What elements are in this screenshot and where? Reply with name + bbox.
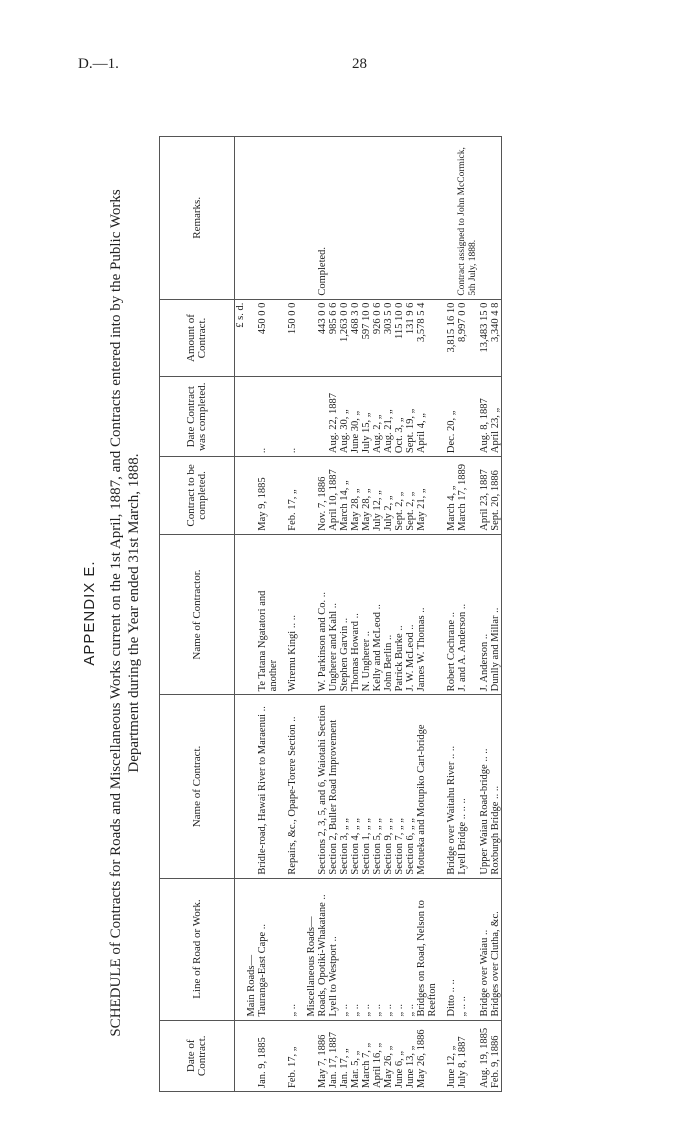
cell-amount: 131 9 6 [405,299,416,377]
cell-amount: 597 10 0 [361,299,372,377]
cell-tobe [246,457,257,535]
cell-remarks: Completed. [317,137,328,300]
cell-date: May 26, 1886 [416,1020,427,1091]
cell-amount [246,299,257,377]
cell-date: Feb. 9, 1886 [490,1020,502,1091]
cell-done: Aug. 21, „ [383,377,394,457]
cell-date: May 26, „ [383,1020,394,1091]
cell-tobe: May 28, „ [350,457,361,535]
cell-done: Aug. 30, „ [339,377,350,457]
cell-name [268,695,279,878]
cell-name [306,695,317,878]
cell-contractor: James W. Thomas .. [416,534,427,695]
cell-line: „ .. [361,878,372,1020]
page-header-ref: D.—1. [78,56,119,72]
table-header-row [160,137,235,1092]
cell-remarks [490,137,502,300]
cell-contractor: J. and A. Anderson .. [457,534,479,695]
table-row [257,137,268,1092]
table-row [372,137,383,1092]
cell-done [427,377,438,457]
cell-remarks [446,137,457,300]
cell-tobe: July 12, „ [372,457,383,535]
cell-done: Aug. 8, 1887 [479,377,490,457]
page-number: 28 [352,56,367,72]
col-header-name: Name of Contract. [160,695,235,878]
cell-date: June 12, „ [446,1020,457,1091]
cell-done [246,377,257,457]
cell-tobe: April 10, 1887 [328,457,339,535]
cell-amount: 1,263 0 0 [339,299,350,377]
cell-done: June 30, „ [350,377,361,457]
cell-remarks [479,137,490,300]
table-row [394,137,405,1092]
cell-remarks [246,137,257,300]
cell-done [306,377,317,457]
cell-name: Section 2, Buller Road Improvement [328,695,339,878]
cell-line: Lyell to Westport .. [328,878,339,1020]
cell-remarks [427,137,438,300]
cell-contractor: Dunlly and Millar .. [490,534,502,695]
cell-line: „ .. [287,878,298,1020]
cell-remarks [416,137,427,300]
cell-tobe: Feb. 17, „ [287,457,298,535]
table-row [268,137,279,1092]
cell-name: Repairs, &c., Opape-Torere Section .. [287,695,298,878]
table-row [287,137,298,1092]
cell-line: „ .. [394,878,405,1020]
cell-line: Miscellaneous Roads— [306,878,317,1020]
cell-name: Section 6, „ „ [405,695,416,878]
cell-done: Aug. 2, „ [372,377,383,457]
cell-done: April 4, „ [416,377,427,457]
cell-amount: 3,340 4 8 [490,299,502,377]
table-row [383,137,394,1092]
cell-contractor: another [268,534,279,695]
cell-name: Section 5, „ „ [372,695,383,878]
cell-amount: 985 6 6 [328,299,339,377]
cell-contractor: J. Anderson .. [479,534,490,695]
cell-tobe: April 23, 1887 [479,457,490,535]
table-row [416,137,427,1092]
row-spacer [298,137,306,1092]
cell-remarks [350,137,361,300]
cell-done: Sept. 19, „ [405,377,416,457]
cell-tobe [427,457,438,535]
cell-tobe: Sept. 2, „ [405,457,416,535]
cell-remarks [328,137,339,300]
table-row [457,137,479,1092]
cell-done: Aug. 22, 1887 [328,377,339,457]
cell-tobe: Sept. 2, „ [394,457,405,535]
cell-done: Dec. 20, „ [446,377,457,457]
cell-name: Motueka and Motupiko Cart-bridge [416,695,427,878]
cell-amount: 468 3 0 [350,299,361,377]
row-spacer [438,137,446,1092]
schedule-title-line-1: SCHEDULE of Contracts for Roads and Miscellaneous Works current on the 1st April, 1887, and Contracts entered into by the Public Works [108,189,124,1037]
cell-line: „ .. .. [457,878,479,1020]
cell-line: „ .. [383,878,394,1020]
cell-name: Section 9, „ „ [383,695,394,878]
cell-tobe [306,457,317,535]
cell-done: Oct. 3, „ [394,377,405,457]
cell-date: Jan. 17, 1887 [328,1020,339,1091]
cell-line: Reefton [427,878,438,1020]
cell-done: April 23, „ [490,377,502,457]
cell-contractor: Stephen Garvin .. [339,534,350,695]
cell-remarks [268,137,279,300]
cell-done: .. [257,377,268,457]
cell-tobe: March 14, „ [339,457,350,535]
cell-tobe: May 9, 1885 [257,457,268,535]
cell-date [306,1020,317,1091]
cell-contractor: N. Ungherer .. [361,534,372,695]
schedule-title-line-2: Department during the Year ended 31st March, 1888. [126,453,142,773]
table-row [246,137,257,1092]
cell-name: Section 1, „ „ [361,695,372,878]
cell-name: Section 7, „ „ [394,695,405,878]
cell-contractor [427,534,438,695]
cell-remarks [339,137,350,300]
cell-line: „ .. [372,878,383,1020]
cell-date: Jan. 9, 1885 [257,1020,268,1091]
cell-name: Roxburgh Bridge .. .. [490,695,502,878]
cell-date: Mar. 5, „ [350,1020,361,1091]
cell-amount: 115 10 0 [394,299,405,377]
cell-remarks: Contract assigned to John McCormick, 5th July, 1888. [457,137,479,300]
col-header-line: Line of Road or Work. [160,878,235,1020]
table-row [427,137,438,1092]
cell-tobe: March 17, 1889 [457,457,479,535]
contracts-table [159,136,502,1092]
cell-date: Jan. 17, „ [339,1020,350,1091]
cell-contractor [306,534,317,695]
row-spacer [279,137,287,1092]
cell-done: July 15, „ [361,377,372,457]
cell-tobe: May 21, „ [416,457,427,535]
cell-done [457,377,479,457]
cell-contractor: Wiremu Kingi .. .. [287,534,298,695]
table-row [479,137,490,1092]
table-row [405,137,416,1092]
col-header-to-be-completed: Contract to be completed. [160,457,235,535]
cell-amount [268,299,279,377]
cell-done [268,377,279,457]
cell-date: June 6, „ [394,1020,405,1091]
cell-date: Feb. 17, „ [287,1020,298,1091]
cell-amount: 450 0 0 [257,299,268,377]
col-header-remarks: Remarks. [160,137,235,300]
cell-amount [306,299,317,377]
units-row [235,137,247,1092]
cell-tobe: Sept. 20, 1886 [490,457,502,535]
appendix-title: APPENDIX E. [81,560,98,666]
cell-line [268,878,279,1020]
cell-contractor: J. W. McLeod .. [405,534,416,695]
amount-units: £ s. d. [235,299,247,377]
cell-contractor [246,534,257,695]
rotated-page-body [75,128,675,1098]
table-row [446,137,457,1092]
table-row [361,137,372,1092]
cell-contractor: Patrick Burke .. [394,534,405,695]
cell-amount: 3,578 5 4 [416,299,427,377]
cell-amount: 443 0 0 [317,299,328,377]
cell-amount: 8,997 0 0 [457,299,479,377]
cell-line: „ .. [339,878,350,1020]
cell-amount: 3,815 16 10 [446,299,457,377]
table-row [306,137,317,1092]
cell-contractor: John Berlin .. [383,534,394,695]
cell-amount [427,299,438,377]
cell-done: .. [287,377,298,457]
table-row [328,137,339,1092]
cell-date: April 16, „ [372,1020,383,1091]
cell-tobe: Nov. 7, 1886 [317,457,328,535]
table-row [350,137,361,1092]
cell-remarks [383,137,394,300]
cell-line: Tauranga-East Cape .. [257,878,268,1020]
cell-date [427,1020,438,1091]
cell-name: Bridle-road, Hawai River to Maraenui .. [257,695,268,878]
cell-date: June 13, „ [405,1020,416,1091]
cell-name: Section 4, „ „ [350,695,361,878]
cell-amount: 303 5 0 [383,299,394,377]
cell-name: Lyell Bridge .. .. .. [457,695,479,878]
cell-line: Bridge over Waiau .. [479,878,490,1020]
cell-remarks [405,137,416,300]
table-row [317,137,328,1092]
cell-tobe [268,457,279,535]
cell-name: Sections 2, 3, 5, and 6, Waiotahi Section [317,695,328,878]
cell-amount: 926 0 6 [372,299,383,377]
cell-line: Bridges on Road, Nelson to [416,878,427,1020]
table-row [490,137,502,1092]
cell-line: „ .. [405,878,416,1020]
cell-line: Bridges over Clutha, &c. [490,878,502,1020]
cell-name [246,695,257,878]
cell-remarks [394,137,405,300]
cell-name: Bridge over Waitahu River .. .. [446,695,457,878]
cell-date: July 8, 1887 [457,1020,479,1091]
cell-contractor: Robert Cochrane .. [446,534,457,695]
cell-remarks [257,137,268,300]
cell-remarks [361,137,372,300]
cell-amount: 13,483 15 0 [479,299,490,377]
cell-name: Upper Waiau Road-bridge .. .. [479,695,490,878]
cell-tobe: May 28, „ [361,457,372,535]
cell-name: Section 3, „ „ [339,695,350,878]
cell-date [246,1020,257,1091]
schedule-title [107,128,143,1098]
col-header-completed: Date Contract was completed. [160,377,235,457]
cell-line: Ditto .. .. [446,878,457,1020]
table-row [339,137,350,1092]
cell-line: Roads, Opotiki-Whakatane .. [317,878,328,1020]
cell-line: „ .. [350,878,361,1020]
col-header-amount: Amount of Contract. [160,299,235,377]
cell-name [427,695,438,878]
cell-remarks [287,137,298,300]
cell-date: March 7, „ [361,1020,372,1091]
cell-tobe: March 4, „ [446,457,457,535]
cell-contractor: W. Parkinson and Co. .. [317,534,328,695]
cell-contractor: Thomas Howard .. [350,534,361,695]
cell-amount: 150 0 0 [287,299,298,377]
cell-contractor: Kelly and McLeod .. [372,534,383,695]
cell-contractor: Ungherer and Kahl .. [328,534,339,695]
cell-line: Main Roads— [246,878,257,1020]
cell-date [268,1020,279,1091]
cell-remarks [372,137,383,300]
cell-date: Aug. 19, 1885 [479,1020,490,1091]
cell-contractor: Te Tatana Ngatatori and [257,534,268,695]
cell-done [317,377,328,457]
cell-remarks [306,137,317,300]
cell-tobe: July 2, „ [383,457,394,535]
col-header-contractor: Name of Contractor. [160,534,235,695]
cell-date: May 7, 1886 [317,1020,328,1091]
col-header-date: Date of Contract. [160,1020,235,1091]
